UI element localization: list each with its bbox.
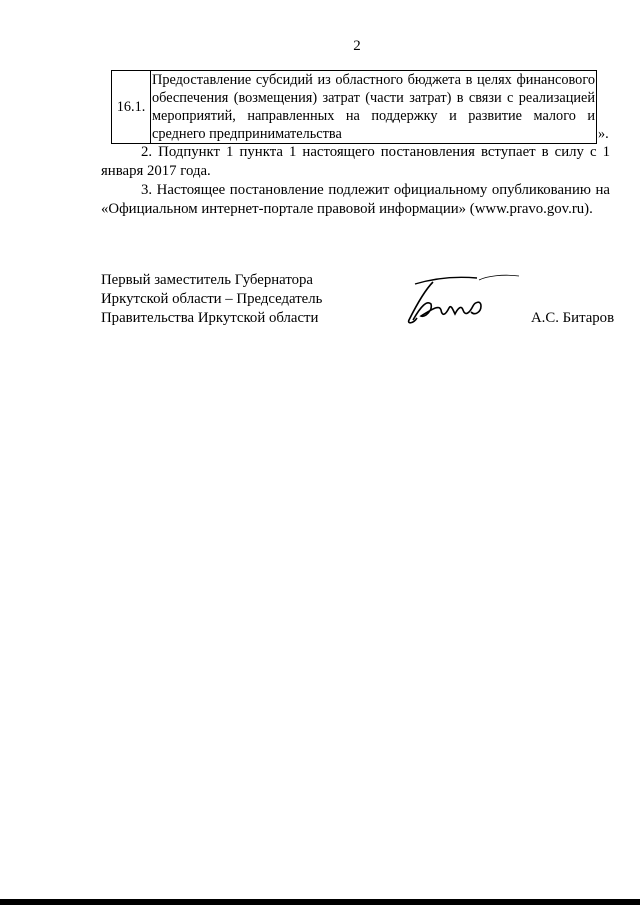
paragraph-2 [101, 143, 610, 181]
position-line: Иркутской области – Председатель [101, 291, 323, 307]
position-line: Первый заместитель Губернатора [101, 272, 313, 288]
page-number: 2 [353, 38, 361, 54]
bottom-border [0, 899, 640, 905]
paragraph-3-text: 3. Настоящее постановление подлежит официальному опубликованию на «Официальном интернет-портале правовой информации» (www.pravo.gov.ru). [101, 182, 610, 217]
position-line: Правительства Иркутской области [101, 310, 319, 326]
closing-quote: ». [598, 126, 609, 142]
signatory-position [101, 271, 322, 328]
row-text: Предоставление субсидий из областного бюджета в целях финансового обеспечения (возмещения) затрат (части затрат) в связи с реализацией мероприятий, направленных на поддержку и развитие малого и среднего предпринимательства [152, 72, 595, 142]
table-row [112, 71, 597, 144]
handwritten-signature [395, 270, 525, 330]
paragraph-2-text: 2. Подпункт 1 пункта 1 настоящего постановления вступает в силу с 1 января 2017 года. [101, 144, 610, 179]
amendment-table [111, 70, 597, 144]
signer-name: А.С. Битаров [531, 310, 615, 326]
paragraph-3 [101, 181, 610, 219]
row-number: 16.1. [112, 71, 151, 144]
